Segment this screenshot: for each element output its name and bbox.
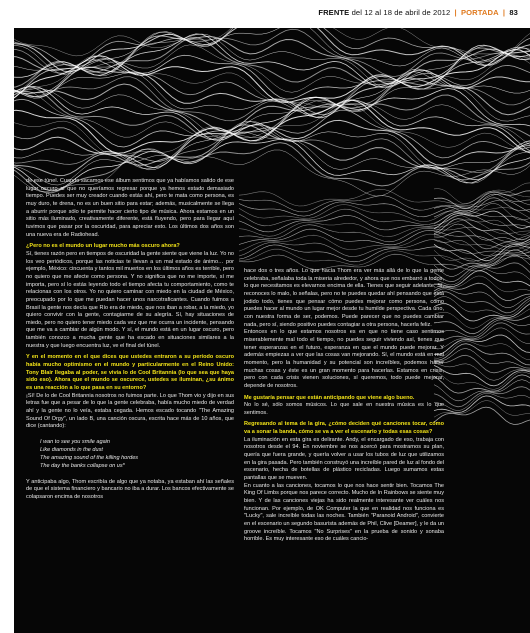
wave-line — [434, 396, 530, 414]
issue-dates: del 12 al 18 de abril de 2012 — [351, 8, 451, 17]
paragraph: Entonces en lo que estamos nosotros es en que no tiene caso sentirnos miserablemente mal todo el tiempo, no puedes seguir viviendo así, tienes que tener esperanzas en el futuro, esperanza en que el mundo puede mejorar. Y además empiezas a ver que las cosas van mejorando. Sí, el mundo está en mal momento, pero la humanidad y su potencial son increíbles, podemos hacer muchas cosas y éste es un gran momento para hacerlas. Estamos en crisis, pero con cada crisis vienen soluciones, sí queremos, todo puede mejorar, depende de nosotros. — [244, 329, 444, 389]
paragraph: Y anticipaba algo, Thom escribía de algo que ya notaba, ya estaban ahí las señales de que el sistema financiero y bancario no iba a durar. Los bancos efectivamente se colapsaron encima de nosotros — [26, 478, 234, 500]
wave-line — [434, 323, 530, 342]
magazine-name: FRENTE — [318, 8, 350, 17]
wave-line — [434, 363, 530, 381]
wave-line — [239, 214, 530, 232]
wave-line — [14, 28, 530, 72]
lyric-line: I wan to see you smile again — [40, 439, 110, 445]
wave-line — [434, 365, 530, 386]
wave-line — [434, 407, 530, 424]
paragraph: La iluminación en esta gira es delirante. Andy, el encargado de eso, trabaja con nosotros desde el 94. En noviembre se nos acercó para mostrarnos su plan, quería que fuera grande, y quería volver a usar los tubos de luz que utilizamos en la gira pasada. Pero también construyó una increíble pared de luz al fondo del escenario, hecha de botellas de plástico recicladas. Luego sumamos estas pantallas que se mueven. — [244, 436, 444, 482]
paragraph: ¡Sí! De lo de Cool Britannia nosotros no fuimos parte. Lo que Thom vio y dijo en sus letras fue que a pesar de lo que la gente celebraba, había mucho miedo de verdad ahí y la gente no lo veía, estaba cegada. Hemos escado tocando "The Amazing Sound Of Orgy", un lado B, una canción oscura, escrita hace más de 10 años, que dice (cantando): — [26, 392, 234, 430]
section-name: PORTADA — [460, 8, 499, 17]
wave-line — [434, 401, 530, 419]
wave-line — [434, 341, 530, 360]
wave-line — [239, 209, 530, 227]
wave-line — [434, 380, 530, 401]
paragraph: hace dos o tres años. Lo que hacía Thom era ver más allá de lo que la gente celebraba, señalaba toda la miseria alrededor, y ahora que nos embarró a todos, lo que necesitamos es elevarnos encima de ella. Tienes que seguir adelante. Sí, reconoces lo malo, lo señalas, pero no te puedes quedar ahí pensando que está jodido todo, tienes que pensar cómo puedes mejorar como persona, cómo puedes hacer al mundo un lugar mejor desde tu humilde perspectiva. Cada uno, con nuestra forma de ser, podemos. Puede parecer que no puedes cambiar nada, pero sí, siendo positivo puedes contagiar a otra persona, hacerla feliz. — [244, 268, 444, 328]
article-column-right — [244, 268, 444, 544]
wave-line — [239, 240, 530, 257]
wave-line — [239, 220, 530, 237]
wave-line — [14, 67, 530, 118]
article-panel — [14, 28, 530, 633]
wave-line — [434, 191, 530, 209]
folio: FRENTE del 12 al 18 de abril de 2012 | PORTADA | 83 — [318, 8, 518, 17]
song-lyrics — [40, 439, 234, 471]
wave-line — [14, 103, 530, 156]
interview-question: Y en el momento en el que dices que ustedes entraron a su período oscuro había mucho optimismo en el mundo y particularmente en el Reino Unido: Tony Blair llegaba al poder, se vivía lo de Cool Britannia (lo que sea que haya sido eso). Ahora que el mundo se oscurece, ustedes se iluminan, ¿su ánimo es una reacción a lo que pasa en su entorno? — [26, 354, 234, 392]
wave-line — [239, 200, 530, 217]
wave-line — [14, 69, 530, 117]
interview-question: Regresando al tema de la gira, ¿cómo deciden qué canciones tocar, cómo va a sonar la banda, cómo se va a ver el escenario y todas esas cosas? — [244, 421, 444, 436]
wave-line — [434, 375, 530, 393]
lyric-line: The day the banks collapse on us* — [40, 462, 125, 469]
wave-line — [14, 86, 530, 138]
interview-question: Me gustaría pensar que están anticipando que viene algo bueno. — [244, 394, 415, 401]
wave-line — [434, 292, 530, 313]
paragraph: de ese túnel. Cuando sacamos ese álbum sentimos que ya habíamos salido de ese lugar oscuro al que no queríamos regresar porque ya hemos estado demasiado tiempo. Puedes ser muy creador cuando estás ahí, pero te mata como persona, es muy duro, te drena, no es un buen sitio para estar; además, musicalmente se llega a aburrir porque sólo te permite hacer cierto tipo de música. Ahora estamos en un sitio más iluminado, creativamente diferente, está fluyendo, pero para llegar aquí tuvimos que pasar por la oscuridad, para apreciar esto. Los últimos dos años son una nueva era de Radiohead. — [26, 178, 234, 238]
paragraph: Sí, tienes razón pero en tiempos de oscuridad la gente siente que viene la luz. Yo no los veo periódicos, porque las noticias te llevan a un mal estado de ánimo… por ejemplo, México: cincuenta y tantos mil muertos en los últimos años es terrible, pero no quiero que me afecte como persona. Y no significa que no me importe, sí me importa, pero sí lo estás leyendo todo el tiempo afecta tu comportamiento, como te relacionas con los otros. Yo no quiero caminar con miedo en la ciudad de México, preocupado por lo que me puedan hacer unos narcotraficantes. Cuando fuimos a Brasil la gente nos decía que Río era de miedo, que nos iban a robar, a la miedo, yo quiero convivir con la gente, contagiarme de su alegría. Sí, hay situaciones de miedo, pero no quiero tener miedo cada vez que me ocurra un incidente, pensando que me va a cambiar de algún modo. Y sí, el mundo está en un lugar oscuro, pero también conozco a mucha gente que ha escado en situaciones similares a la nuestra y que luego encuentra luz, ve el final del túnel. — [26, 250, 234, 349]
interview-question: ¿Pero no es el mundo un lugar mucho más oscuro ahora? — [26, 243, 180, 250]
lyric-line: The amazing sound of the killing hordes — [40, 454, 139, 461]
lyric-line: Like diamonds in the dust — [40, 446, 103, 453]
paragraph: No lo sé, sólo somos músicos. Lo que sale en nuestra música es lo que sentimos. — [244, 402, 444, 416]
paragraph: En cuanto a las canciones, tocamos lo que nos hace sentir bien. Tocamos The King Of Limbs porque nos parece correcto. Mucho de In Rainbows se siente muy bien. Y de las canciones viejas ha sido realmente interesante ver cuáles nos funcionan. Por ejemplo, de OK Computer la que en realidad nos funciona es "Lucky", sale increíble todas las noches. También "Paranoid Android", convierte en el escenario un segundo basurista además de Phil, Clive [Deamer], y le da un groove increíble. Tocamos "No Surprises" en la prueba de sonido y sonaba horrible. Es muy interesante eso de cuáles cancio- — [244, 482, 444, 543]
page-number: 83 — [509, 8, 518, 17]
wave-line — [14, 50, 530, 104]
page-header — [0, 0, 530, 28]
wave-line — [239, 229, 530, 247]
article-column-left — [26, 178, 234, 502]
